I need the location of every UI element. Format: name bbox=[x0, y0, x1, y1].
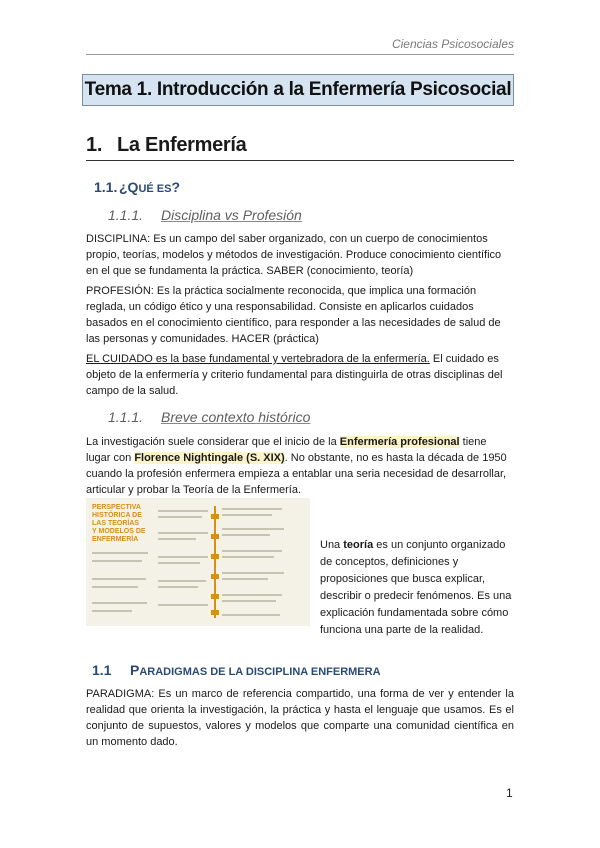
paragraph-teoria: Una teoría es un conjunto organizado de conceptos, definiciones y proposiciones que busca explicar, describir o predecir fenómenos. Es una explicación fundamentada sobre cómo funciona una parte de la realidad. bbox=[320, 539, 512, 636]
paragraph-disciplina: DISCIPLINA: Es un campo del saber organizado, con un cuerpo de conocimientos propio, teorías, modelos y métodos de investigación. Produce conocimiento científico en el que se fundamenta la práctica. SABER (conocimiento, teoría) bbox=[86, 233, 502, 277]
running-header: Ciencias Psicosociales bbox=[391, 37, 514, 51]
subsection-number: 1.1. bbox=[94, 179, 118, 195]
subsection-heading-paradigmas: 1.1 PARADIGMAS DE LA DISCIPLINA ENFERMERA bbox=[92, 662, 381, 678]
section-heading bbox=[86, 134, 514, 161]
subsection-heading-que-es: 1.1. ¿QUÉ ES? bbox=[94, 179, 181, 195]
infographic-title: PERSPECTIVA HISTÓRICA DE LAS TEORÍAS Y MODELOS DE ENFERMERÍA bbox=[92, 504, 146, 543]
paragraph-profesion: PROFESIÓN: Es la práctica socialmente reconocida, que implica una formación reglada, un código ético y una responsabilidad. Consiste en aplicarlos cuidados basados en el conocimiento científico, para responder a las necesidades de salud de las personas y comunidades. HACER (práctica) bbox=[86, 285, 501, 345]
header-divider bbox=[86, 54, 514, 55]
section-number: 1. bbox=[86, 134, 103, 156]
infographic-image bbox=[86, 498, 310, 626]
highlight-enfermeria-profesional: Enfermería profesional bbox=[339, 436, 460, 448]
timeline-line bbox=[214, 506, 216, 618]
page-number: 1 bbox=[506, 786, 513, 800]
subsubsection-heading-disciplina: 1.1.1. Disciplina vs Profesión bbox=[108, 207, 302, 223]
subsubsection-heading-historia: 1.1.1. Breve contexto histórico bbox=[108, 409, 311, 425]
chapter-title: Tema 1. Introducción a la Enfermería Psicosocial bbox=[82, 74, 514, 106]
highlight-florence: Florence Nightingale (S. XIX) bbox=[134, 452, 285, 464]
section-title: La Enfermería bbox=[117, 134, 247, 156]
paragraph-cuidado: EL CUIDADO es la base fundamental y vertebradora de la enfermería. El cuidado es objeto de la enfermería y criterio fundamental para distinguirla de otras disciplinas del campo de la salud. bbox=[86, 353, 503, 397]
paragraph-historia: La investigación suele considerar que el inicio de la Enfermería profesional tiene lugar con Florence Nightingale (S. XIX). No obstante, no es hasta la década de 1950 cuando la profesión enfermera empieza a entablar una seria necesidad de desarrollar, articular y probar la Teoría de la Enfermería. bbox=[86, 436, 507, 496]
paragraph-paradigma: PARADIGMA: Es un marco de referencia compartido, una forma de ver y entender la realidad que orienta la investigación, la práctica y hasta el lenguaje que usamos. Es el conjunto de supuestos, valores y modelos que comparte una comunidad científica en un momento dado. bbox=[86, 688, 514, 748]
term-teoria: teoría bbox=[343, 539, 374, 551]
cuidado-underlined: EL CUIDADO es la base fundamental y vertebradora de la enfermería. bbox=[86, 353, 430, 365]
